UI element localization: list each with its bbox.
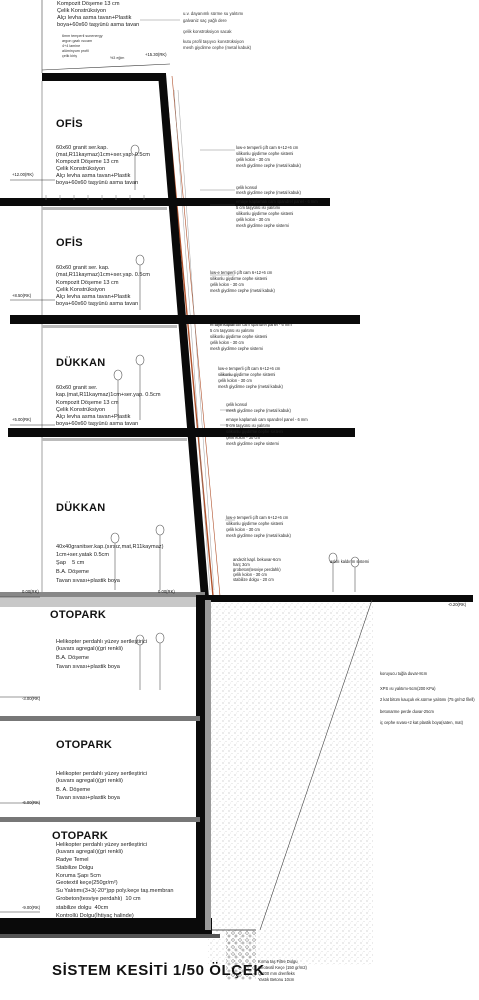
dukkan2-layer-5: Alçı levha asma tavan+Plastik	[56, 414, 131, 420]
otopark3-layer-7: Su Yalıtımı(3+3(-20°)pp poly.keçe taş.membran	[56, 888, 174, 894]
roof-slope-label: %3 eğim	[110, 56, 125, 60]
facade3-4: mesh giydirme cephe (metal kabuk)	[218, 384, 283, 389]
otopark3-layer-9: stabilize dolgu 40cm	[56, 905, 109, 911]
otopark3-layer-8: Grobeton(tesviye perdahlı) 10 cm	[56, 896, 141, 902]
facade4-1: low-e temperli çift cam 6+12+6 cm	[226, 515, 289, 520]
ofis1-layer-5: Alçı levha asma tavan+Plastik	[56, 294, 131, 300]
top-note-3: çelik konstrüksiyon sacak	[183, 29, 232, 34]
ceiling-3	[42, 438, 187, 441]
ground-strip	[0, 597, 205, 607]
askili-label: askılı kaldırım sistemi	[330, 559, 370, 564]
facade4-2: silikonlu giydirme cephe sistemi	[226, 521, 284, 526]
spandrel1-1: emaye kaplamalı cam spandrel panel - 6 mm	[236, 199, 318, 204]
slab-office1	[10, 315, 360, 324]
top-note-1: u.v. dayanımlı sürme su yalıtımı	[183, 11, 244, 16]
ofis2-layer-1: 60x60 granit ser.kap.	[56, 145, 108, 151]
otopark1-layer-2: (kuvars agregalı)(gri renkli)	[56, 646, 123, 652]
dukkan2-layer-1: 60x60 granit ser.	[56, 385, 98, 391]
drain-layer-3: Q.200 mm drenfleks	[258, 971, 295, 976]
facade3-2: silikonlu giydirme cephe sistemi	[218, 372, 276, 377]
spandrel3-1: emaye kaplamalı cam spandrel panel - 6 mm	[226, 417, 308, 422]
retaining-layers	[205, 600, 211, 930]
ground-layer-3: grobeton(tesviye perdahlı)	[233, 567, 281, 572]
otopark3-layer-5: Koruma Şapı 5cm	[56, 873, 101, 879]
top-note-2: galvaniz saç yağlı dere	[183, 18, 227, 23]
konsol1-1: çelik konsol	[236, 185, 258, 190]
room-dukkan-lower: DÜKKAN	[56, 502, 106, 514]
roof-ins-3: 4+4 lamine	[62, 44, 81, 48]
spandrel1-2: 5 cm taşyünü ısı yalıtımı	[236, 205, 281, 210]
konsol2-1: çelik konsol	[226, 402, 248, 407]
main-column	[158, 74, 209, 598]
roof-ins-2: argon gazlı ısıcam	[62, 39, 93, 43]
ofis2-layer-4: Çelik Konstrüksiyon	[56, 166, 106, 172]
dukkan1-layer-2: 1cm+ser.yatak 0.5cm	[56, 552, 110, 558]
wall-layer-3: 2 kat bitüm kauçuk ek.sürme yalıtımı (75 gr/m2 filell)	[380, 697, 475, 702]
roof-ins-4: alüminyum profil	[62, 49, 89, 53]
wall-layer-4: betonarme perde duvar-25cm	[380, 709, 434, 714]
facade1-1: low-e temperli çift cam 6+12+6 cm	[236, 145, 299, 150]
otopark3-layer-10: Kontrollü Dolgu(İhtiyaç halinde)	[56, 913, 134, 919]
spandrel2-4: çelik kolon - 30 cm	[210, 340, 244, 345]
roof-slab	[42, 73, 166, 81]
wall-layer-5: iç cephe sıvası+2 kat plastik boya(saten, mat)	[380, 720, 463, 725]
roof-layer-4: boya+60x60 taşyünü asma tavan	[57, 22, 140, 28]
spandrel3-2: 5 cm taşyünü ısı yalıtımı	[226, 423, 271, 428]
otopark1-layer-3: B.A. Döşeme	[56, 655, 89, 661]
basement-earth	[208, 595, 373, 965]
level-ground-right: -0.20(RK)	[448, 602, 467, 607]
otopark2-layer-4: Tavan sıvası+plastik boya	[56, 795, 120, 801]
dukkan1-layer-3: Şap 5 cm	[56, 560, 85, 566]
ofis1-layer-2: (mat,R11kaymaz)1cm+ser.yap. 0.5cm	[56, 272, 150, 278]
ofis2-layer-5: Alçı levha asma tavan+Plastik	[56, 173, 131, 179]
otopark3-layer-4: Stabilize Dolgu	[56, 865, 94, 871]
level-office1: +8.50(RK)	[12, 293, 32, 298]
room-dukkan-upper: DÜKKAN	[56, 357, 106, 369]
spandrel2-2: 5 cm taşyünü ısı yalıtımı	[210, 328, 255, 333]
level-b1: -3.00(RK)	[22, 696, 41, 701]
dukkan1-layer-5: Tavan sıvası+plastik boya	[56, 578, 120, 584]
dukkan2-layer-3: Kompozit Döşeme 13 cm	[56, 400, 119, 406]
otopark3-layer-2: (kuvars agregalı)(gri renkli)	[56, 849, 123, 855]
facade1-2: silikonlu giydirme cephe sistemi	[236, 151, 294, 156]
level-ground-mid: 0.00(RK)	[158, 589, 175, 594]
spandrel2-1: emaye kaplamalı cam spandrel panel - 6 mm	[210, 322, 292, 327]
roof-layer-1: Kompozit Döşeme 13 cm	[57, 1, 120, 7]
top-note-4: kutu profil taşıyıcı konstrüksiyon	[183, 39, 244, 44]
ground-layer-5: stabilize dolgu - 20 cm	[233, 577, 274, 582]
ofis2-layer-6: boya+60x60 taşyünü asma tavan	[56, 180, 139, 186]
spandrel1-5: mesh giydirme cephe sistemi	[236, 223, 289, 228]
otopark2-layer-3: B. A. Döşeme	[56, 787, 91, 793]
wall-layer-1: koruyucu tuğla duvar-8cm	[380, 671, 428, 676]
facade4-3: çelik kolon - 30 cm	[226, 527, 260, 532]
ofis1-layer-1: 60x60 granit ser. kap.	[56, 265, 110, 271]
drain-layer-1: Kırma taş Filtre Dolgu	[258, 959, 298, 964]
otopark1-layer-1: Helikopter perdahlı yüzey sertleştirici	[56, 639, 148, 645]
roof-layer-2: Çelik Konstrüksiyon	[57, 8, 107, 14]
otopark1-layer-4: Tavan sıvası+plastik boya	[56, 664, 120, 670]
room-otopark-3: OTOPARK	[52, 830, 109, 842]
spandrel1-4: çelik kolon - 30 cm	[236, 217, 270, 222]
drain-layer-2: Geotextil Keçe (150 gr/m2)	[258, 965, 307, 970]
facade3-3: çelik kolon - 30 cm	[218, 378, 252, 383]
raft-foundation	[0, 918, 212, 934]
slab-shop2	[8, 428, 355, 437]
otopark3-layer-6: Geotextil keçe(250gr/m²)	[56, 880, 118, 886]
roof-layer-3: Alçı levha asma tavan+Plastik	[57, 15, 132, 21]
level-b3: -9.00(RK)	[22, 905, 41, 910]
facade3-1: low-e temperli çift cam 6+12+6 cm	[218, 366, 281, 371]
ofis1-layer-3: Kompozit Döşeme 13 cm	[56, 280, 119, 286]
ofis1-layer-4: Çelik Konstrüksiyon	[56, 287, 106, 293]
spandrel2-3: silikonlu giydirme cephe sistemi	[210, 334, 268, 339]
facade1-3: çelik kolon - 30 cm	[236, 157, 270, 162]
drawing-title: SİSTEM KESİTİ 1/50 ÖLÇEK	[52, 962, 265, 979]
spandrel3-4: çelik kolon - 30 cm	[226, 435, 260, 440]
level-shop2: +5.00(RK)	[12, 417, 32, 422]
ground-layer-4: çelik kolon - 30 cm	[233, 572, 267, 577]
konsol2-2: mesh giydirme cephe (metal kabuk)	[226, 408, 291, 413]
basement-wall	[196, 595, 205, 932]
wall-layer-2: XPS ısı yalıtımı-5cm(200 KPa)	[380, 686, 436, 691]
level-roof: +15.30(RK)	[145, 52, 167, 57]
ofis2-layer-2: (mat,R11kaymaz)1cm+ser.yap. 0.5cm	[56, 152, 150, 158]
otopark3-layer-1: Helikopter perdahlı yüzey sertleştirici	[56, 842, 148, 848]
facade2-1: low-e temperli çift cam 6+12+6 cm	[210, 270, 273, 275]
dukkan2-layer-2: kap.(mat,R11kaymaz)1cm+ser.yap. 0.5cm	[56, 392, 161, 398]
otopark2-layer-1: Helikopter perdahlı yüzey sertleştirici	[56, 771, 148, 777]
ofis2-layer-3: Kompozit Döşeme 13 cm	[56, 159, 119, 165]
room-ofis-lower: OFİS	[56, 237, 83, 249]
roof-ins-1: 6mm temperli sunenergy	[62, 34, 103, 38]
ceiling-1	[42, 207, 167, 210]
spandrel3-3: silikonlu giydirme cephe sistemi	[226, 429, 284, 434]
level-ground-left: 0.00(RK)	[22, 589, 39, 594]
spandrel2-5: mesh giydirme cephe sistemi	[210, 346, 263, 351]
drain-layer-4: Yastık Betonu 10cm	[258, 977, 295, 982]
dukkan1-layer-4: B.A. Döşeme	[56, 569, 89, 575]
basement-slab-1	[0, 716, 200, 721]
level-office2: +12.00(RK)	[12, 172, 34, 177]
facade2-4: mesh giydirme cephe (metal kabuk)	[210, 288, 275, 293]
konsol1-2: mesh giydirme cephe (metal kabuk)	[236, 190, 301, 195]
otopark2-layer-2: (kuvars agregalı)(gri renkli)	[56, 778, 123, 784]
dukkan2-layer-6: boya+60x60 taşyünü asma tavan	[56, 421, 139, 427]
ground-layer-1: andezit kapl. bekuvar-6cm	[233, 557, 281, 562]
top-note-5: mesh giydirme cephe (metal kabuk)	[183, 45, 252, 50]
roof-slope	[42, 64, 170, 70]
ground-slab-right	[205, 595, 473, 602]
dukkan2-layer-4: Çelik Konstrüksiyon	[56, 407, 106, 413]
ofis1-layer-6: boya+60x60 taşyünü asma tavan	[56, 301, 139, 307]
facade2-3: çelik kolon - 30 cm	[210, 282, 244, 287]
basement-slab-2	[0, 817, 200, 822]
facade2-2: silikonlu giydirme cephe sistemi	[210, 276, 268, 281]
spandrel1-3: silikonlu giydirme cephe sistemi	[236, 211, 294, 216]
facade4-4: mesh giydirme cephe (metal kabuk)	[226, 533, 291, 538]
roof-ins-5: çelik kiriş	[62, 54, 77, 58]
ceiling-2	[42, 325, 177, 328]
room-otopark-2: OTOPARK	[56, 739, 113, 751]
dukkan1-layer-1: 40x40granitser.kap.(sırsız,mat,R11kaymaz)	[56, 544, 164, 550]
level-b2: -6.00(RK)	[22, 800, 41, 805]
room-otopark-1: OTOPARK	[50, 609, 107, 621]
raft-base	[0, 934, 220, 938]
facade1-4: mesh giydirme cephe (metal kabuk)	[236, 163, 301, 168]
spandrel3-5: mesh giydirme cephe sistemi	[226, 441, 279, 446]
otopark3-layer-3: Radye Temel	[56, 857, 89, 863]
ground-layer-2: harç 3cm	[233, 562, 250, 567]
room-ofis-upper: OFİS	[56, 118, 83, 130]
